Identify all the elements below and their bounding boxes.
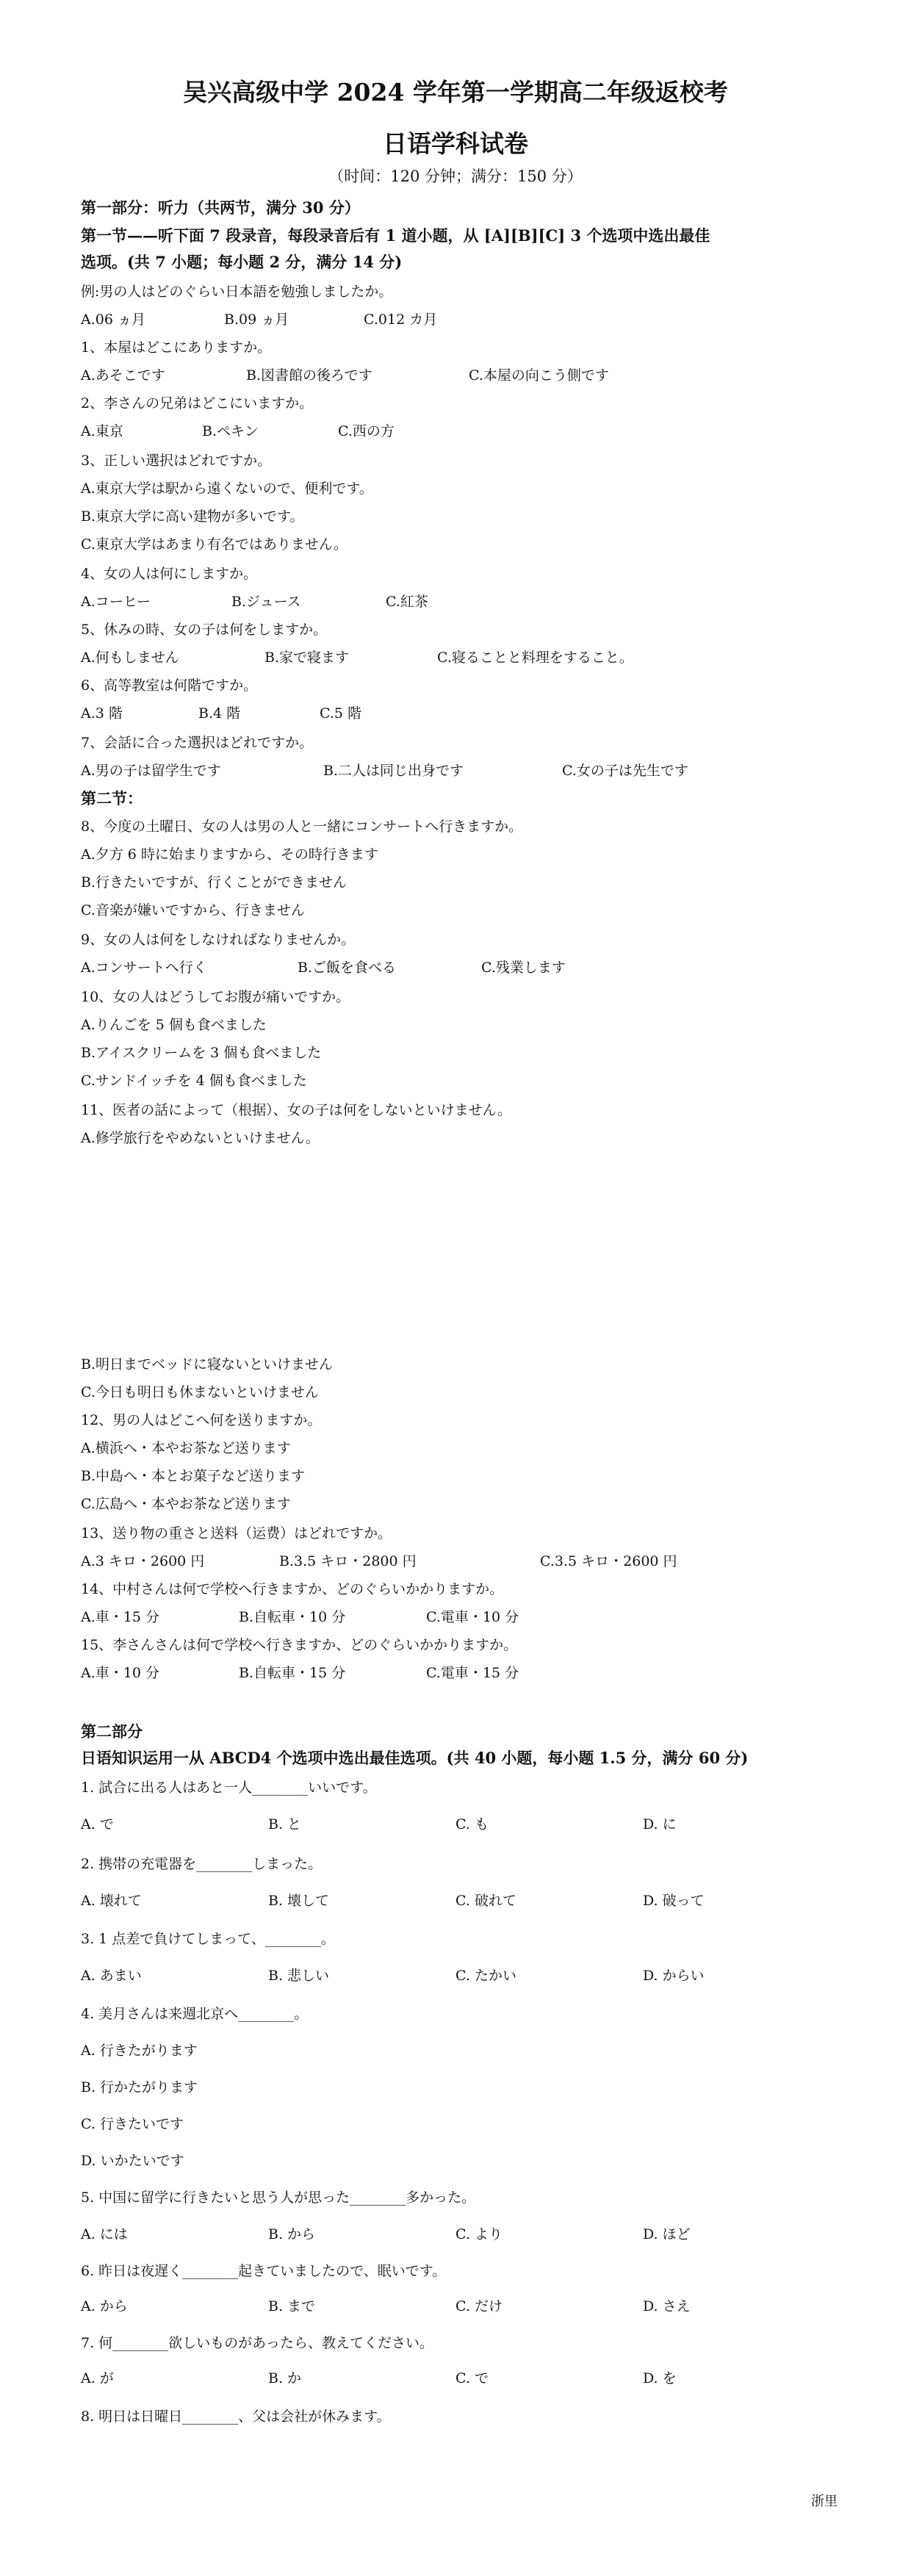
option-a: A.何もしません <box>81 650 179 666</box>
option-a: A.06 ヵ月 <box>81 312 145 328</box>
option-a: A.車・10 分 <box>81 1665 159 1681</box>
option-a: A.男の子は留学生です <box>81 763 221 779</box>
option-a: A.東京 <box>81 423 123 439</box>
example-question: 例:男の人はどのぐらい日本語を勉強しましたか。 <box>81 284 393 300</box>
section1-intro-line1: 第一节——听下面 7 段录音，每段录音后有 1 道小题，从 [A][B][C] 3 个选项中选出最佳 <box>81 226 710 245</box>
question-4-options <box>81 592 845 611</box>
option-a: A. あまい <box>81 1968 142 1984</box>
question-10-option-c: C.サンドイッチを 4 個も食べました <box>81 1073 307 1089</box>
option-d: D. に <box>643 1816 677 1832</box>
option-b: B.自転車・10 分 <box>239 1609 346 1625</box>
question-3-option-a: A.東京大学は駅から遠くないので、便利です。 <box>81 481 373 497</box>
question-1: 1、本屋はどこにありますか。 <box>81 339 272 356</box>
option-c: C.紅茶 <box>386 594 428 610</box>
option-a: A.あそこです <box>81 367 165 384</box>
part1-heading: 第一部分：听力（共两节，满分 30 分） <box>81 198 360 217</box>
option-b: B.3.5 キロ・2800 円 <box>279 1553 417 1569</box>
option-d: D. からい <box>643 1968 705 1984</box>
exam-info: （时间：120 分钟；满分：150 分） <box>328 168 583 185</box>
option-a: A.車・15 分 <box>81 1609 159 1625</box>
option-c: C.電車・15 分 <box>426 1665 519 1681</box>
grammar-question-5-options <box>81 2225 845 2244</box>
grammar-question-4-option-c: C. 行きたいです <box>81 2116 184 2132</box>
question-3: 3、正しい選択はどれですか。 <box>81 453 272 469</box>
grammar-question-7-options <box>81 2369 845 2388</box>
option-a: A.コンサートへ行く <box>81 960 207 976</box>
question-15-options <box>81 1663 845 1683</box>
question-4: 4、女の人は何にしますか。 <box>81 566 258 582</box>
question-11-option-a: A.修学旅行をやめないといけません。 <box>81 1130 320 1146</box>
option-a: A.3 階 <box>81 705 123 722</box>
option-b: B.ペキン <box>202 423 259 439</box>
question-6-options <box>81 704 845 723</box>
exam-title: 吴兴高级中学 2024 学年第一学期高二年级返校考 <box>183 78 728 107</box>
option-b: B.4 階 <box>198 705 241 722</box>
question-8: 8、今度の土曜日、女の人は男の人と一緒にコンサートへ行きますか。 <box>81 819 523 835</box>
option-d: D. 破って <box>643 1893 705 1909</box>
question-12: 12、男の人はどこへ何を送りますか。 <box>81 1412 322 1428</box>
option-c: C.西の方 <box>338 423 395 439</box>
option-b: B. と <box>268 1816 302 1832</box>
question-8-option-a: A.夕方 6 時に始まりますから、その時行きます <box>81 846 378 863</box>
exam-subtitle: 日语学科试卷 <box>383 129 528 158</box>
option-a: A.3 キロ・2600 円 <box>81 1553 205 1569</box>
grammar-question-1-options <box>81 1815 845 1834</box>
grammar-question-2: 2. 携帯の充電器を________しまった。 <box>81 1856 323 1872</box>
section2-heading: 第二节： <box>81 789 143 807</box>
grammar-question-3: 3. 1 点差で負けてしまって、________。 <box>81 1931 335 1947</box>
option-d: D. さえ <box>643 2298 691 2314</box>
option-b: B. まで <box>268 2298 316 2314</box>
option-c: C.寝ることと料理をすること。 <box>437 650 633 666</box>
section1-intro-line2: 选项。(共 7 小题；每小题 2 分，满分 14 分) <box>81 253 403 271</box>
option-a: A.コーヒー <box>81 594 151 610</box>
option-b: B. 壊して <box>268 1893 330 1909</box>
question-2-options <box>81 422 845 441</box>
question-7: 7、会話に合った選択はどれですか。 <box>81 735 314 751</box>
grammar-question-4-option-b: B. 行かたがります <box>81 2079 198 2095</box>
footer-mark: 浙里 <box>811 2494 838 2509</box>
part2-intro: 日语知识运用一从 ABCD4 个选项中选出最佳选项。(共 40 小题，每小题 1.5 分，满分 60 分) <box>81 1749 749 1767</box>
option-c: C. たかい <box>455 1968 516 1984</box>
option-b: B. か <box>268 2370 302 2386</box>
grammar-question-6: 6. 昨日は夜遅く________起きていましたので、眠いです。 <box>81 2263 447 2279</box>
grammar-question-5: 5. 中国に留学に行きたいと思う人が思った________多かった。 <box>81 2190 476 2206</box>
option-b: B.図書館の後ろです <box>246 367 372 384</box>
grammar-question-2-options <box>81 1891 845 1910</box>
question-15: 15、李さんさんは何で学校へ行きますか、どのぐらいかかりますか。 <box>81 1637 518 1653</box>
option-b: B.自転車・15 分 <box>239 1665 346 1681</box>
question-10: 10、女の人はどうしてお腹が痛いですか。 <box>81 989 350 1005</box>
question-14-options <box>81 1608 845 1627</box>
option-a: A. が <box>81 2370 114 2386</box>
question-13: 13、送り物の重さと送料（运费）はどれですか。 <box>81 1525 392 1541</box>
option-b: B.家で寝ます <box>264 650 350 666</box>
question-8-option-c: C.音楽が嫌いですから、行きません <box>81 902 305 918</box>
option-a: A. 壊れて <box>81 1893 142 1909</box>
grammar-question-3-options <box>81 1966 845 1985</box>
option-a: A. から <box>81 2298 128 2314</box>
grammar-question-6-options <box>81 2297 845 2316</box>
option-a: A. には <box>81 2226 128 2242</box>
option-d: D. ほど <box>643 2226 691 2242</box>
option-d: D. を <box>643 2370 677 2386</box>
grammar-question-8: 8. 明日は日曜日________、父は会社が休みます。 <box>81 2408 391 2425</box>
question-2: 2、李さんの兄弟はどこにいますか。 <box>81 395 314 411</box>
question-5: 5、休みの時、女の子は何をしますか。 <box>81 622 328 638</box>
option-c: C.本屋の向こう側です <box>469 367 609 384</box>
grammar-question-7: 7. 何________欲しいものがあったら、教えてください。 <box>81 2335 433 2351</box>
question-1-options <box>81 366 845 385</box>
option-c: C.残業します <box>481 960 566 976</box>
option-b: B.ジュース <box>231 594 301 610</box>
grammar-question-4-option-a: A. 行きたがります <box>81 2043 198 2059</box>
question-9: 9、女の人は何をしなければなりませんか。 <box>81 932 356 948</box>
option-c: C. だけ <box>455 2298 503 2314</box>
question-7-options <box>81 761 845 780</box>
option-c: C. より <box>455 2226 503 2242</box>
option-b: B.09 ヵ月 <box>224 312 289 328</box>
question-3-option-c: C.東京大学はあまり有名ではありません。 <box>81 536 348 553</box>
option-c: C.電車・10 分 <box>426 1609 519 1625</box>
grammar-question-4-option-d: D. いかたいです <box>81 2153 184 2169</box>
question-12-option-a: A.横浜へ・本やお茶など送ります <box>81 1440 291 1456</box>
option-c: C.012 カ月 <box>364 312 438 328</box>
option-c: C.女の子は先生です <box>562 763 688 779</box>
example-options <box>81 310 845 329</box>
option-a: A. で <box>81 1816 114 1832</box>
question-6: 6、高等教室は何階ですか。 <box>81 677 258 694</box>
option-c: C. で <box>455 2370 489 2386</box>
question-5-options <box>81 648 845 667</box>
question-10-option-a: A.りんごを 5 個も食べました <box>81 1017 267 1033</box>
question-8-option-b: B.行きたいですが、行くことができません <box>81 874 348 891</box>
question-10-option-b: B.アイスクリームを 3 個も食べました <box>81 1045 322 1061</box>
question-12-option-b: B.中島へ・本とお菓子など送ります <box>81 1468 306 1484</box>
grammar-question-4: 4. 美月さんは来週北京へ________。 <box>81 2006 309 2022</box>
question-11-option-b: B.明日までベッドに寝ないといけません <box>81 1356 334 1372</box>
option-b: B.二人は同じ出身です <box>323 763 464 779</box>
option-c: C.3.5 キロ・2600 円 <box>540 1553 677 1569</box>
question-11-option-c: C.今日も明日も休まないといけません <box>81 1384 319 1400</box>
option-b: B.ご飯を食べる <box>298 960 397 976</box>
option-c: C. も <box>455 1816 489 1832</box>
question-13-options <box>81 1552 845 1571</box>
question-14: 14、中村さんは何で学校へ行きますか、どのぐらいかかりますか。 <box>81 1581 504 1597</box>
question-3-option-b: B.東京大学に高い建物が多いです。 <box>81 508 304 525</box>
option-b: B. 悲しい <box>268 1968 330 1984</box>
part2-heading: 第二部分 <box>81 1722 143 1741</box>
grammar-question-1: 1. 試合に出る人はあと一人________いいです。 <box>81 1780 377 1796</box>
question-9-options <box>81 958 845 977</box>
option-c: C. 破れて <box>455 1893 516 1909</box>
question-11: 11、医者の話によって（根据）、女の子は何をしないといけません。 <box>81 1102 511 1118</box>
option-c: C.5 階 <box>320 705 362 722</box>
question-12-option-c: C.広島へ・本やお茶など送ります <box>81 1496 291 1512</box>
option-b: B. から <box>268 2226 316 2242</box>
